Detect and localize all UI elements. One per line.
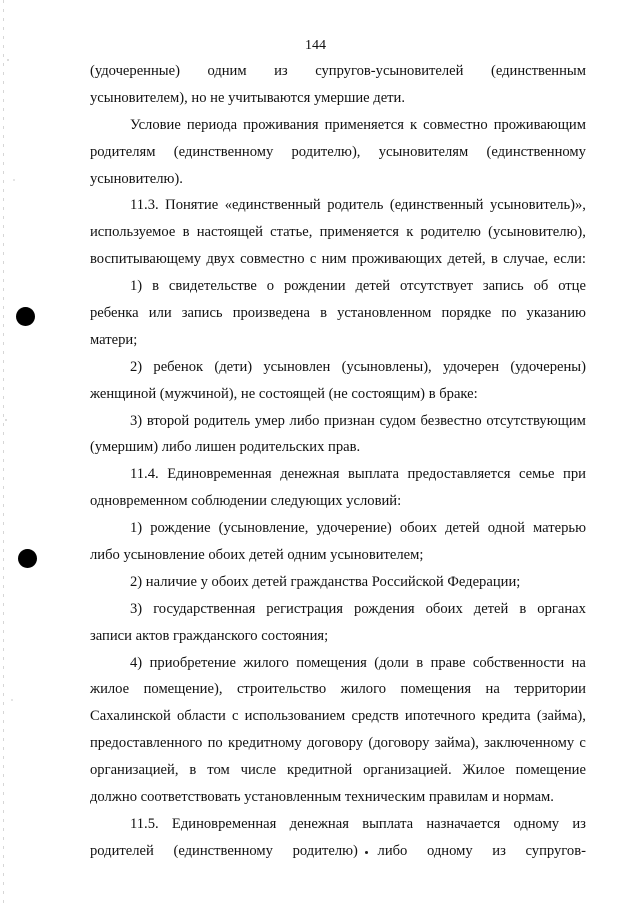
text-word: ипотечного: [404, 708, 476, 725]
text-word: усыновителем), но не учитываются умершие дети.: [90, 89, 406, 106]
text-word: настоящей: [196, 224, 263, 241]
text-word: супругов-усыновителей: [315, 63, 464, 79]
text-word: выплата: [348, 466, 399, 483]
text-word: из: [492, 842, 506, 859]
text-line: [90, 381, 586, 408]
text-word: периода: [186, 116, 238, 133]
text-word: (усыновителю),: [488, 224, 586, 241]
text-word: детей,: [447, 251, 486, 268]
text-word: удочерение): [316, 520, 392, 537]
text-word: ним: [321, 251, 347, 268]
text-word: установленном: [337, 305, 432, 322]
text-word: ребенок: [153, 358, 204, 375]
text-word: признан: [324, 412, 375, 429]
text-word: праве: [430, 654, 466, 671]
text-word: удочерен: [442, 358, 500, 375]
text-line: [90, 166, 586, 193]
text-word: судом: [379, 412, 416, 429]
text-word: предоставляется: [407, 466, 511, 483]
text-word: статье,: [270, 224, 313, 241]
text-word: жилого: [340, 681, 387, 698]
text-word: 11.5.: [130, 815, 159, 832]
page-number: 144: [305, 38, 326, 53]
text-word: назначается: [426, 815, 501, 832]
text-word: матери;: [90, 331, 138, 348]
text-word: родителю),: [291, 143, 361, 160]
text-word: помещения: [400, 681, 472, 698]
text-word: усыновителю).: [90, 170, 183, 187]
text-word: жилое: [90, 681, 130, 698]
text-line: [90, 434, 586, 461]
text-line: [90, 192, 586, 219]
text-word: усыновителям: [378, 143, 469, 160]
text-word: детей: [445, 520, 480, 537]
scan-edge-line: [3, 0, 4, 905]
text-line: [90, 246, 586, 273]
text-word: кредитному: [228, 735, 302, 752]
punch-hole-bottom: [18, 549, 37, 568]
text-line: [90, 354, 586, 381]
text-word: применяется: [319, 224, 399, 241]
text-word: (удочерены): [510, 358, 586, 375]
text-line: [90, 85, 586, 112]
text-word: умер: [254, 412, 285, 429]
text-word: жилого: [243, 654, 289, 671]
text-word: матерью: [533, 520, 586, 537]
text-line: [90, 596, 586, 623]
text-word: при: [563, 466, 586, 483]
text-line: [90, 112, 586, 139]
text-word: 11.4.: [130, 466, 159, 483]
text-line: [90, 327, 586, 354]
text-word: предоставленного: [90, 735, 203, 752]
text-word: Жилое: [462, 762, 505, 779]
text-word: применяется: [324, 116, 404, 133]
text-word: Сахалинской: [90, 708, 171, 725]
text-word: 11.3.: [130, 197, 159, 214]
scan-noise-left-edge: [0, 0, 28, 905]
text-word: либо: [377, 842, 408, 859]
text-word: (усыновлены),: [341, 358, 432, 375]
text-word: государственная: [153, 600, 256, 617]
text-word: запись: [181, 305, 223, 322]
text-word: усыновлен: [263, 358, 331, 375]
text-word: отсутствует: [399, 278, 473, 295]
text-word: (единственному: [173, 143, 274, 160]
text-word: Единовременная: [171, 815, 277, 832]
text-word: денежная: [289, 815, 349, 832]
text-word: совместно: [240, 251, 305, 268]
text-word: родителей: [90, 842, 154, 859]
text-word: родителю: [420, 224, 481, 241]
text-word: указанию: [526, 305, 586, 322]
text-word: порядке: [441, 305, 492, 322]
text-word: 4): [130, 654, 143, 671]
text-word: выплата: [362, 815, 414, 832]
text-word: безвестно: [420, 412, 482, 429]
text-word: одной: [487, 520, 525, 537]
text-word: проживающих: [351, 251, 443, 268]
text-word: воспитывающему: [90, 251, 202, 268]
text-word: с: [309, 251, 317, 268]
text-word: органах: [537, 600, 586, 617]
text-line: [90, 542, 586, 569]
text-word: совместно: [423, 116, 488, 133]
text-word: на: [485, 681, 500, 698]
text-word: 3): [130, 600, 143, 617]
text-line: [90, 139, 586, 166]
text-line: [90, 623, 586, 650]
text-word: если:: [553, 251, 586, 268]
text-word: женщиной (мужчиной), не состоящей (не состоящим) в браке:: [90, 385, 478, 402]
text-word: (доли: [374, 654, 409, 671]
text-word: территории: [514, 681, 586, 698]
text-line: [90, 488, 586, 515]
text-word: помещение: [515, 762, 586, 779]
text-word: родитель: [327, 197, 384, 214]
text-word: о: [266, 278, 275, 295]
text-word: 2) наличие у обоих детей гражданства Российской Федерации;: [130, 573, 521, 590]
text-word: (займа),: [536, 708, 586, 725]
text-word: родитель: [193, 412, 251, 429]
text-word: (единственному: [486, 143, 586, 160]
text-word: рождение: [150, 520, 211, 537]
text-word: об: [533, 278, 549, 295]
text-line: [90, 838, 586, 865]
text-word: семье: [518, 466, 555, 483]
text-word: в: [189, 762, 197, 779]
text-line: [90, 515, 586, 542]
text-word: организацией.: [363, 762, 452, 779]
text-word: Единовременная: [167, 466, 272, 483]
text-word: свидетельстве: [168, 278, 257, 295]
text-word: (удочеренные): [90, 63, 180, 79]
text-word: средств: [351, 708, 399, 725]
text-word: (единственным: [490, 63, 586, 79]
text-line: [90, 730, 586, 757]
text-word: строительство: [236, 681, 327, 698]
text-line: [90, 811, 586, 838]
text-word: заключенному: [484, 735, 575, 752]
text-word: 2): [130, 358, 143, 375]
text-word: с: [579, 735, 586, 752]
text-word: 1): [130, 278, 143, 295]
text-word: либо: [289, 412, 320, 429]
text-word: ребенка: [90, 305, 139, 322]
text-word: на: [571, 654, 586, 671]
text-word: либо усыновление обоих детей одним усыновителем;: [90, 547, 424, 564]
scan-speck: [365, 851, 368, 854]
text-word: в: [320, 305, 327, 322]
text-word: к: [406, 224, 414, 241]
text-word: кредитной: [286, 762, 353, 779]
text-word: по: [501, 305, 517, 322]
text-word: супругов-: [525, 842, 586, 859]
text-word: (умершим) либо лишен родительских прав.: [90, 439, 361, 456]
text-line: [90, 273, 586, 300]
text-word: усыновитель)»,: [489, 197, 586, 214]
text-word: одному: [426, 842, 473, 859]
text-line: [90, 757, 586, 784]
text-word: проживающим: [493, 116, 586, 133]
text-line: [90, 300, 586, 327]
text-line: [90, 58, 586, 85]
text-word: собственности: [472, 654, 565, 671]
text-word: 3): [130, 412, 143, 429]
text-word: числе: [240, 762, 277, 779]
text-word: займа),: [434, 735, 479, 752]
text-word: двух: [206, 251, 235, 268]
text-word: по: [207, 735, 223, 752]
text-line: [90, 650, 586, 677]
text-word: в: [182, 224, 190, 241]
text-word: кредита: [481, 708, 531, 725]
text-word: (усыновление,: [218, 520, 309, 537]
text-word: организацией,: [90, 762, 179, 779]
text-word: (дети): [214, 358, 253, 375]
text-word: денежная: [280, 466, 340, 483]
text-word: детей: [473, 600, 509, 617]
text-word: отсутствующим: [486, 412, 586, 429]
text-word: из: [572, 815, 586, 832]
text-word: детей: [355, 278, 391, 295]
text-word: отце: [558, 278, 586, 295]
text-word: второй: [146, 412, 190, 429]
text-word: 1): [130, 520, 143, 537]
text-word: в: [519, 600, 527, 617]
text-line: [90, 569, 586, 596]
text-word: или: [148, 305, 172, 322]
text-word: использованием: [244, 708, 346, 725]
text-word: «единственный: [224, 197, 321, 214]
text-word: помещения: [296, 654, 367, 671]
text-word: договору: [306, 735, 364, 752]
text-word: случае,: [503, 251, 549, 268]
text-word: родителю): [292, 842, 358, 859]
text-word: Понятие: [165, 197, 219, 214]
text-word: записи актов гражданского состояния;: [90, 627, 329, 644]
text-word: приобретение: [149, 654, 236, 671]
text-word: рождении: [283, 278, 346, 295]
text-word: с: [231, 708, 239, 725]
text-word: родителям: [90, 143, 156, 160]
text-word: одному: [513, 815, 560, 832]
text-word: в: [416, 654, 424, 671]
text-word: помещение),: [143, 681, 223, 698]
text-word: в: [152, 278, 159, 295]
text-word: (единственный: [389, 197, 484, 214]
text-word: обоих: [425, 600, 463, 617]
text-word: Условие: [130, 116, 181, 133]
text-word: том: [207, 762, 230, 779]
text-word: произведена: [232, 305, 310, 322]
text-word: одновременном соблюдении следующих условий:: [90, 493, 402, 510]
text-word: рождения: [354, 600, 415, 617]
text-word: проживания: [243, 116, 319, 133]
text-line: [90, 703, 586, 730]
text-line: [90, 219, 586, 246]
text-word: должно соответствовать установленным техническим правилам и нормам.: [90, 789, 554, 806]
text-word: (договору: [368, 735, 430, 752]
text-word: из: [274, 63, 288, 79]
text-word: (единственному: [173, 842, 273, 859]
text-word: к: [410, 116, 418, 133]
text-word: запись: [482, 278, 524, 295]
text-line: [90, 676, 586, 703]
text-word: обоих: [399, 520, 437, 537]
punch-hole-top: [16, 307, 35, 326]
text-word: области: [176, 708, 226, 725]
text-word: одним: [207, 63, 247, 79]
text-word: регистрация: [266, 600, 344, 617]
text-line: [90, 461, 586, 488]
text-word: в: [490, 251, 498, 268]
document-body-text: [90, 58, 586, 865]
text-line: [90, 408, 586, 435]
text-line: [90, 784, 586, 811]
text-word: используемое: [90, 224, 176, 241]
